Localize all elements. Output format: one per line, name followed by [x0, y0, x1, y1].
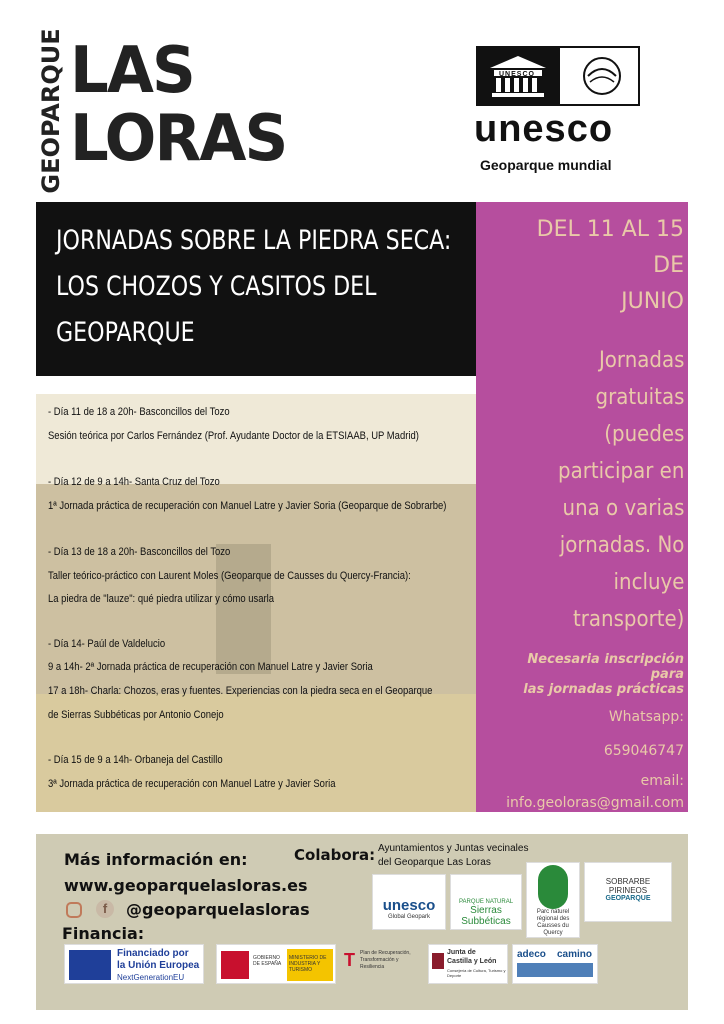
- dates-text: DEL 11 AL 15 DE JUNIO: [536, 217, 684, 314]
- globe-icon: [580, 54, 624, 98]
- sierras-subbeticas-logo: PARQUE NATURAL Sierras Subbéticas: [450, 874, 522, 930]
- schedule-line: - Día 15 de 9 a 14h- Orbaneja del Castillo: [48, 754, 223, 766]
- unesco-emblem: UNESCO: [476, 46, 640, 106]
- collaborators-text: Ayuntamientos y Juntas vecinales del Geoparque Las Loras: [378, 843, 529, 868]
- schedule-line: 1ª Jornada práctica de recuperación con Manuel Latre y Javier Soria (Geoparque de Sobrarbe): [48, 500, 447, 512]
- gobierno-espana-logo: GOBIERNO DE ESPAÑA MINISTERIO DE INDUSTRIA Y TURISMO: [216, 944, 336, 984]
- instagram-icon[interactable]: [66, 902, 82, 918]
- unesco-geopark-logo: unesco Global Geopark: [372, 874, 446, 930]
- causses-quercy-logo: Parc naturel régional des Causses du Quercy: [526, 862, 580, 938]
- funding-label: Financia:: [62, 924, 145, 943]
- adeco-camino-logo: adeco camino: [512, 944, 598, 984]
- schedule-line: - Día 14- Paúl de Valdelucio: [48, 638, 166, 650]
- sobrarbe-pirineos-logo: SOBRARBE PIRINEOS GEOPARQUE: [584, 862, 672, 922]
- prtr-logo: T Plan de Recuperación, Transformación y Resiliencia: [344, 950, 411, 970]
- website-link[interactable]: www.geoparquelasloras.es: [64, 876, 308, 895]
- schedule-panel: [36, 394, 476, 812]
- facebook-icon[interactable]: f: [96, 900, 114, 918]
- schedule-line: - Día 11 de 18 a 20h- Basconcillos del Tozo: [48, 406, 230, 418]
- phone-number[interactable]: 659046747: [603, 743, 684, 759]
- free-text: Jornadas gratuitas (puedes participar en una o varias jornadas. No incluye transporte): [557, 348, 684, 632]
- schedule-line: Taller teórico-práctico con Laurent Moles (Geoparque de Causses du Quercy-Francia):: [48, 570, 411, 582]
- email-link[interactable]: info.geoloras@gmail.com: [506, 795, 684, 811]
- more-info-label: Más información en:: [64, 850, 248, 869]
- schedule-line: Sesión teórica por Carlos Fernández (Prof. Ayudante Doctor de la ETSIAAB, UP Madrid): [48, 430, 419, 442]
- schedule-line: de Sierras Subbéticas por Antonio Conejo: [48, 709, 224, 721]
- contact-info: Whatsapp: 659046747 email: info.geoloras@gmail.com: [506, 706, 684, 814]
- schedule-line: - Día 13 de 18 a 20h- Basconcillos del Tozo: [48, 546, 231, 558]
- junta-cyl-logo: Junta de Castilla y León Consejería de Cultura, Turismo y Deporte: [428, 944, 508, 984]
- las-loras-logo: LAS LORAS: [70, 34, 287, 176]
- schedule-line: La piedra de "lauze": qué piedra utilizar y cómo usarla: [48, 593, 275, 605]
- schedule-line: 17 a 18h- Charla: Chozos, eras y fuentes. Experiencias con la piedra seca en el Geoparque: [48, 685, 433, 697]
- collaborates-label: Colabora:: [294, 846, 376, 864]
- page-title: JORNADAS SOBRE LA PIEDRA SECA: LOS CHOZOS Y CASITOS DEL GEOPARQUE: [56, 225, 452, 348]
- schedule-line: - Día 12 de 9 a 14h- Santa Cruz del Tozo: [48, 476, 220, 488]
- schedule-line: 9 a 14h- 2ª Jornada práctica de recuperación con Manuel Latre y Javier Soria: [48, 661, 373, 673]
- unesco-wordmark: unesco: [474, 108, 614, 150]
- social-handle[interactable]: @geoparquelasloras: [126, 900, 310, 919]
- schedule-line: 3ª Jornada práctica de recuperación con Manuel Latre y Javier Soria: [48, 778, 336, 790]
- geoparque-vertical-text: GEOPARQUE: [37, 28, 65, 194]
- registration-note: Necesaria inscripción para las jornadas prácticas: [523, 652, 684, 697]
- eu-nextgen-logo: Financiado por la Unión Europea NextGenerationEU: [64, 944, 204, 984]
- unesco-subtitle: Geoparque mundial: [480, 157, 612, 173]
